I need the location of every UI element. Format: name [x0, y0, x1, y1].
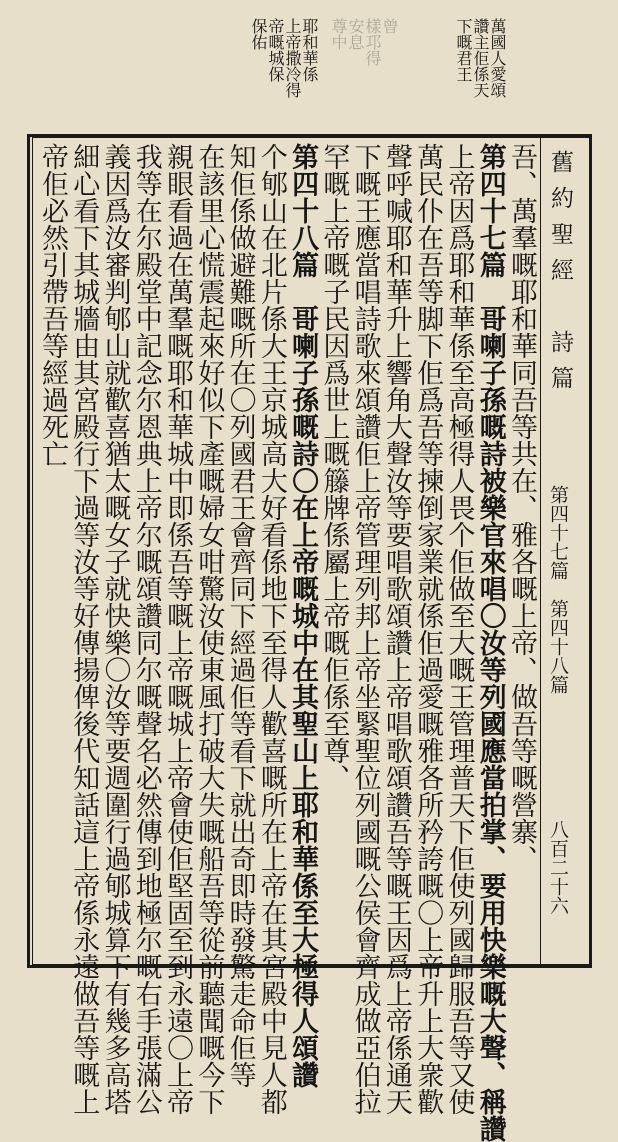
text-column: 下嘅王應當唱詩歌來頌讚佢上帝管理列邦上帝坐緊聖位列國嘅公侯會齊成做亞伯拉	[349, 143, 381, 1115]
text-column: 知佢係做避難嘅所在〇列國君王會齊同下經過佢等看下就出奇即時發驚走命佢等	[224, 143, 256, 1088]
chapter-range: 第四十七篇 第四十八篇	[547, 485, 569, 694]
headnote-line: 讚主佢係天	[471, 18, 490, 98]
headnote-line: 耶和華係	[300, 18, 319, 82]
text-column: 萬民仆在吾等脚下佢爲吾等揀倒家業就係佢過愛嘅雅各所矜誇嘅〇上帝升上大衆歡	[412, 143, 444, 1115]
text-column: 細心看下其城牆由其宮殿行下過等汝等好傳揚俾後代知話這上帝係永遠做吾等嘅上	[68, 143, 100, 1115]
headnote-bleedthrough	[330, 18, 398, 66]
text-column: 第四十七篇 哥喇子孫嘅詩被樂官來唱〇汝等列國應當拍掌、要用快樂嘅大聲、稱讚	[474, 143, 506, 1142]
headnote-left	[250, 18, 318, 98]
text-column: 上帝因爲耶和華係至高極得人畏个佢做至大嘅王管理普天下佢使列國歸服吾等又使	[443, 143, 475, 1115]
text-column: 親眼看過在萬羣嘅耶和華城中即係吾等嘅上帝嘅城上帝會使佢堅固至到永遠〇上帝	[162, 143, 194, 1115]
headnote-line: 帝嘅城保	[266, 18, 285, 82]
headnote-line: 上帝撒冷得	[283, 18, 302, 98]
text-column: 義因爲汝審判郇山就歡喜猶太嘅女子就快樂〇汝等要週圍行過郇城算下有幾多高塔	[99, 143, 131, 1115]
text-column: 在該里心慌震起來好似下產嘅婦女咁驚汝使東風打破大失嘅船吾等從前聽聞嘅今下	[193, 143, 225, 1115]
text-column: 罕嘅上帝嘅子民因爲世上嘅籐牌係屬上帝嘅佢係至尊、	[318, 143, 350, 791]
headnote-line: 安息	[346, 18, 365, 50]
text-column: 帝佢必然引帶吾等經過死亡	[37, 143, 68, 467]
book-title: 舊約聖經 詩篇	[547, 150, 573, 402]
headnote-line: 下嘅君王	[454, 18, 473, 82]
text-column: 个郇山在北片係大王京城高大好看係地下至得人歡喜嘅所在上帝在其宮殿中見人都	[255, 143, 287, 1115]
headnote-line: 保佑	[249, 18, 268, 50]
text-column: 聲呼喊耶和華升上響角大聲汝等要唱歌頌讚上帝唱歌頌讚吾等嘅王因爲上帝係通天	[380, 143, 412, 1115]
headnote-line: 曾	[380, 18, 399, 34]
text-column: 我等在尔殿堂中記念尔恩典上帝尔嘅頌讚同尔嘅聲名必然傳到地極尔嘅右手張滿公	[130, 143, 162, 1115]
page-number: 八百二十六	[547, 820, 569, 915]
body-text	[37, 143, 537, 1142]
headnote-line: 樣邛得	[363, 18, 382, 66]
headnote-line: 尊中	[329, 18, 348, 50]
headnote-line: 萬國人愛頌	[488, 18, 507, 98]
text-column: 第四十八篇 哥喇子孫嘅詩〇在上帝嘅城中在其聖山上耶和華係至大極得人頌讚	[287, 143, 319, 1088]
headnote-right	[455, 18, 506, 98]
text-column: 吾、萬羣嘅耶和華同吾等共在、雅各嘅上帝、做吾等嘅營寨、	[505, 143, 537, 872]
